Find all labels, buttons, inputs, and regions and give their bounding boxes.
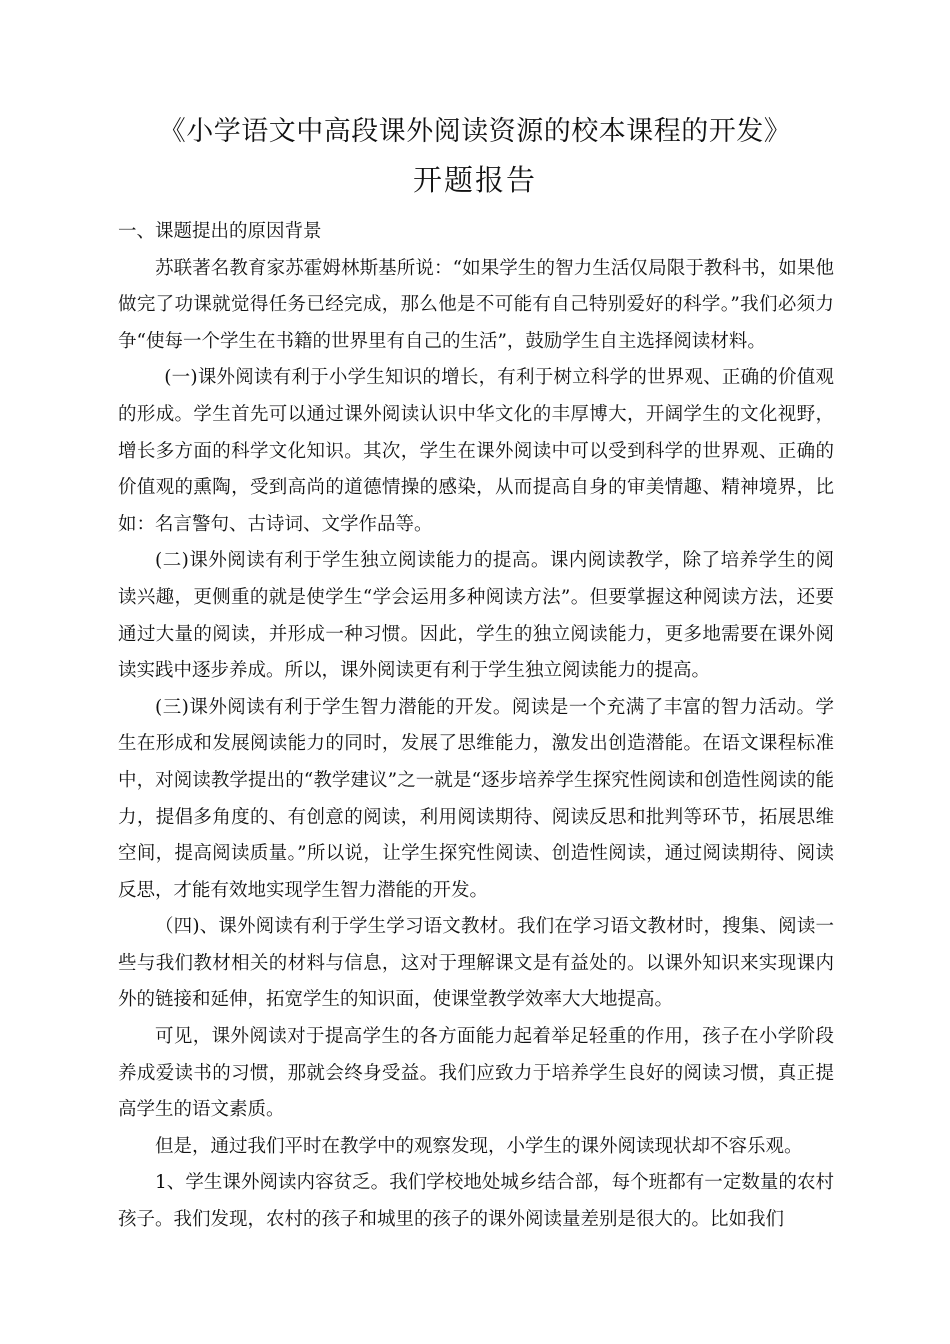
paragraph-intro: 苏联著名教育家苏霍姆林斯基所说：“如果学生的智力生活仅局限于教科书，如果他做完了功课就觉得任务已经完成，那么他是不可能有自己特别爱好的科学。”我们必须力争“使每一个学生在书籍的世界里有自己的生活”，鼓励学生自主选择阅读材料。: [118, 257, 834, 352]
paragraph-point-1: (一)课外阅读有利于小学生知识的增长，有利于树立科学的世界观、正确的价值观的形成。学生首先可以通过课外阅读认识中华文化的丰厚博大，开阔学生的文化视野，增长多方面的科学文化知识。其次，学生在课外阅读中可以受到科学的世界观、正确的价值观的熏陶，受到高尚的道德情操的感染，从而提高自身的审美情趣、精神境界，比如：名言警句、古诗词、文学作品等。: [118, 367, 834, 535]
paragraph-point-4: （四)、课外阅读有利于学生学习语文教材。我们在学习语文教材时，搜集、阅读一些与我们教材相关的材料与信息，这对于理解课文是有益处的。以课外知识来实现课内外的链接和延伸，拓宽学生的知识面，使课堂教学效率大大地提高。: [118, 916, 834, 1011]
paragraph-transition: 但是，通过我们平时在教学中的观察发现，小学生的课外阅读现状却不容乐观。: [155, 1135, 803, 1157]
paragraph-point-3: (三)课外阅读有利于学生智力潜能的开发。阅读是一个充满了丰富的智力活动。学生在形成和发展阅读能力的同时，发展了思维能力，激发出创造潜能。在语文课程标准中，对阅读教学提出的“教学建议”之一就是“逐步培养学生探究性阅读和创造性阅读的能力，提倡多角度的、有创意的阅读，利用阅读期待、阅读反思和批判等环节，拓展思维空间，提高阅读质量。”所以说，让学生探究性阅读、创造性阅读，通过阅读期待、阅读反思，才能有效地实现学生智力潜能的开发。: [118, 696, 834, 901]
document-body: [118, 214, 834, 1239]
paragraph-point-2: (二)课外阅读有利于学生独立阅读能力的提高。课内阅读教学，除了培养学生的阅读兴趣，更侧重的就是使学生“学会运用多种阅读方法”。但要掌握这种阅读方法，还要通过大量的阅读，并形成一种习惯。因此，学生的独立阅读能力，更多地需要在课外阅读实践中逐步养成。所以，课外阅读更有利于学生独立阅读能力的提高。: [118, 550, 834, 682]
paragraph-issue-1: 1、学生课外阅读内容贫乏。我们学校地处城乡结合部，每个班都有一定数量的农村孩子。我们发现，农村的孩子和城里的孩子的课外阅读量差别是很大的。比如我们: [118, 1172, 834, 1231]
section-heading: 一、课题提出的原因背景: [118, 221, 322, 242]
paragraph-summary: 可见，课外阅读对于提高学生的各方面能力起着举足轻重的作用，孩子在小学阶段养成爱读书的习惯，那就会终身受益。我们应致力于培养学生良好的阅读习惯，真正提高学生的语文素质。: [118, 1026, 834, 1121]
document-title: 《小学语文中高段课外阅读资源的校本课程的开发》: [158, 116, 792, 147]
document-subtitle: 开题报告: [412, 163, 537, 197]
